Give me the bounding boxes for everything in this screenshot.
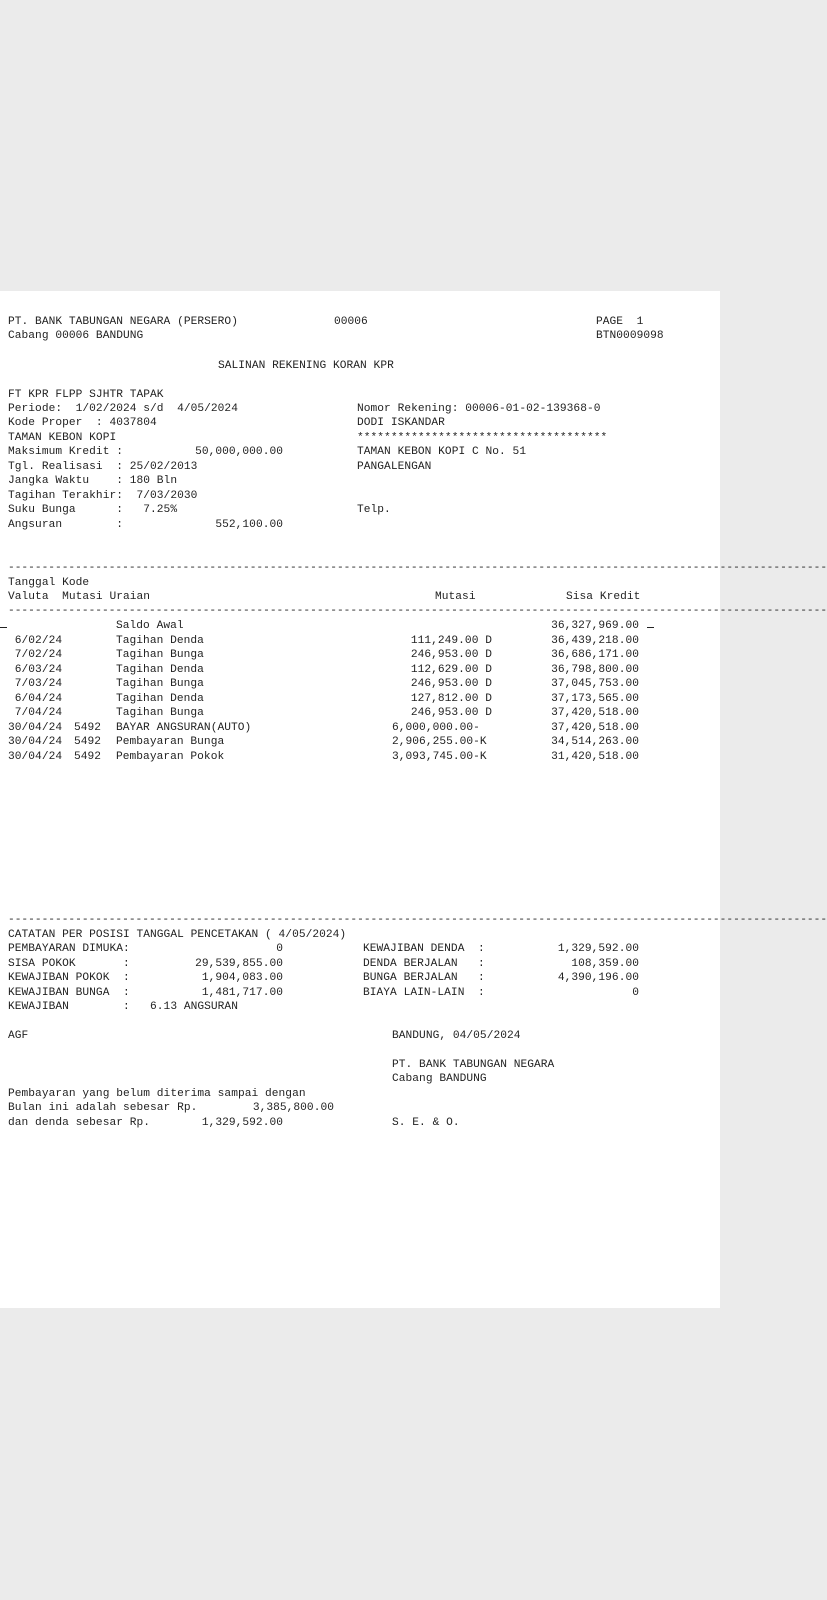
- row-mutasi: 246,953.00 D: [410, 707, 492, 719]
- row-sisa-kredit: 37,420,518.00: [551, 707, 639, 719]
- maksimum-kredit-value: 50,000,000.00: [195, 446, 283, 458]
- note-line-3-label: dan denda sebesar Rp.: [8, 1117, 151, 1129]
- divider: --------------------------------------------------------------------------------------------------------------------------: [8, 562, 827, 574]
- note-line-3-value: 1,329,592.00: [201, 1117, 283, 1129]
- row-marker-left: [0, 627, 7, 628]
- note-line-1: Pembayaran yang belum diterima sampai dengan: [8, 1088, 306, 1100]
- tgl-realisasi: Tgl. Realisasi : 25/02/2013: [8, 461, 198, 473]
- agf-label: AGF: [8, 1030, 29, 1042]
- jangka-waktu: Jangka Waktu : 180 Bln: [8, 475, 178, 487]
- row-kode: 5492: [74, 722, 102, 734]
- row-date: 30/04/24: [8, 751, 63, 763]
- angsuran-label: Angsuran :: [8, 519, 123, 531]
- signatory-bank: PT. BANK TABUNGAN NEGARA: [392, 1059, 555, 1071]
- row-date: 6/04/24: [8, 693, 63, 705]
- note-line-2-label: Bulan ini adalah sebesar Rp.: [8, 1102, 198, 1114]
- row-sisa-kredit: 36,327,969.00: [551, 620, 639, 632]
- pembayaran-dimuka-value: 0: [276, 943, 283, 955]
- row-date: 6/03/24: [8, 664, 63, 676]
- suku-bunga: Suku Bunga : 7.25%: [8, 504, 178, 516]
- row-uraian: Saldo Awal: [116, 620, 184, 632]
- row-uraian: Tagihan Bunga: [116, 707, 204, 719]
- kewajiban-denda-value: 1,329,592.00: [557, 943, 639, 955]
- row-sisa-kredit: 31,420,518.00: [551, 751, 639, 763]
- row-uraian: Pembayaran Bunga: [116, 736, 225, 748]
- seo-label: S. E. & O.: [392, 1117, 460, 1129]
- product-name: FT KPR FLPP SJHTR TAPAK: [8, 389, 164, 401]
- kewajiban-pokok-value: 1,904,083.00: [201, 972, 283, 984]
- bunga-berjalan-value: 4,390,196.00: [557, 972, 639, 984]
- row-sisa-kredit: 36,439,218.00: [551, 635, 639, 647]
- bunga-berjalan-label: BUNGA BERJALAN :: [363, 972, 485, 984]
- angsuran-value: 552,100.00: [215, 519, 283, 531]
- kewajiban-bunga-label: KEWAJIBAN BUNGA :: [8, 987, 130, 999]
- maksimum-kredit-label: Maksimum Kredit :: [8, 446, 123, 458]
- row-date: 30/04/24: [8, 722, 63, 734]
- biaya-lain-label: BIAYA LAIN-LAIN :: [363, 987, 485, 999]
- divider: --------------------------------------------------------------------------------------------------------------------------: [8, 914, 827, 926]
- pembayaran-dimuka-label: PEMBAYARAN DIMUKA:: [8, 943, 130, 955]
- kewajiban-bunga-value: 1,481,717.00: [201, 987, 283, 999]
- row-date: 7/04/24: [8, 707, 63, 719]
- row-uraian: Tagihan Bunga: [116, 649, 204, 661]
- bank-name: PT. BANK TABUNGAN NEGARA (PERSERO): [8, 316, 238, 328]
- note-line-2-value: 3,385,800.00: [252, 1102, 334, 1114]
- statement-page: [0, 291, 827, 1308]
- divider: --------------------------------------------------------------------------------------------------------------------------: [8, 605, 827, 617]
- doc-code: BTN0009098: [596, 330, 664, 342]
- row-sisa-kredit: 34,514,263.00: [551, 736, 639, 748]
- catatan-title: CATATAN PER POSISI TANGGAL PENCETAKAN ( 4/05/2024): [8, 929, 347, 941]
- branch-line: Cabang 00006 BANDUNG: [8, 330, 144, 342]
- tagihan-terakhir: Tagihan Terakhir: 7/03/2030: [8, 490, 198, 502]
- kode-proper: Kode Proper : 4037804: [8, 417, 157, 429]
- telp-label: Telp.: [357, 504, 391, 516]
- row-marker-right: [647, 627, 654, 628]
- column-sisa-kredit: Sisa Kredit: [566, 591, 641, 603]
- signatory-branch: Cabang BANDUNG: [392, 1073, 487, 1085]
- sisa-pokok-value: 29,539,855.00: [195, 958, 283, 970]
- periode: Periode: 1/02/2024 s/d 4/05/2024: [8, 403, 238, 415]
- table-header-line-1: Tanggal Kode: [8, 577, 90, 589]
- row-mutasi: 2,906,255.00-K: [392, 736, 487, 748]
- table-header-line-2: Valuta Mutasi Uraian: [8, 591, 151, 603]
- row-mutasi: 6,000,000.00-: [392, 722, 480, 734]
- kewajiban-denda-label: KEWAJIBAN DENDA :: [363, 943, 485, 955]
- page-label: PAGE 1: [596, 316, 644, 328]
- kewajiban-line: KEWAJIBAN : 6.13 ANGSURAN: [8, 1001, 238, 1013]
- row-mutasi: 112,629.00 D: [410, 664, 492, 676]
- address-line-1: TAMAN KEBON KOPI C No. 51: [357, 446, 527, 458]
- row-mutasi: 111,249.00 D: [410, 635, 492, 647]
- row-date: 7/02/24: [8, 649, 63, 661]
- row-uraian: BAYAR ANGSURAN(AUTO): [116, 722, 252, 734]
- row-date: 6/02/24: [8, 635, 63, 647]
- row-date: 7/03/24: [8, 678, 63, 690]
- row-kode: 5492: [74, 736, 102, 748]
- row-date: 30/04/24: [8, 736, 63, 748]
- page-title: SALINAN REKENING KORAN KPR: [218, 360, 394, 372]
- branch-code: 00006: [334, 316, 368, 328]
- row-mutasi: 127,812.00 D: [410, 693, 492, 705]
- row-uraian: Pembayaran Pokok: [116, 751, 225, 763]
- place-date: BANDUNG, 04/05/2024: [392, 1030, 521, 1042]
- denda-berjalan-label: DENDA BERJALAN :: [363, 958, 485, 970]
- nomor-rekening: Nomor Rekening: 00006-01-02-139368-0: [357, 403, 601, 415]
- row-mutasi: 246,953.00 D: [410, 678, 492, 690]
- stars-line: *************************************: [357, 432, 608, 444]
- row-sisa-kredit: 37,173,565.00: [551, 693, 639, 705]
- row-uraian: Tagihan Denda: [116, 664, 204, 676]
- row-sisa-kredit: 36,686,171.00: [551, 649, 639, 661]
- row-sisa-kredit: 37,045,753.00: [551, 678, 639, 690]
- row-sisa-kredit: 37,420,518.00: [551, 722, 639, 734]
- kewajiban-pokok-label: KEWAJIBAN POKOK :: [8, 972, 130, 984]
- column-mutasi: Mutasi: [435, 591, 476, 603]
- address-line-2: PANGALENGAN: [357, 461, 432, 473]
- row-uraian: Tagihan Denda: [116, 635, 204, 647]
- row-mutasi: 246,953.00 D: [410, 649, 492, 661]
- row-uraian: Tagihan Bunga: [116, 678, 204, 690]
- row-sisa-kredit: 36,798,800.00: [551, 664, 639, 676]
- row-uraian: Tagihan Denda: [116, 693, 204, 705]
- sisa-pokok-label: SISA POKOK :: [8, 958, 130, 970]
- row-kode: 5492: [74, 751, 102, 763]
- row-mutasi: 3,093,745.00-K: [392, 751, 487, 763]
- biaya-lain-value: 0: [632, 987, 639, 999]
- project-name: TAMAN KEBON KOPI: [8, 432, 117, 444]
- denda-berjalan-value: 108,359.00: [571, 958, 639, 970]
- holder-name: DODI ISKANDAR: [357, 417, 445, 429]
